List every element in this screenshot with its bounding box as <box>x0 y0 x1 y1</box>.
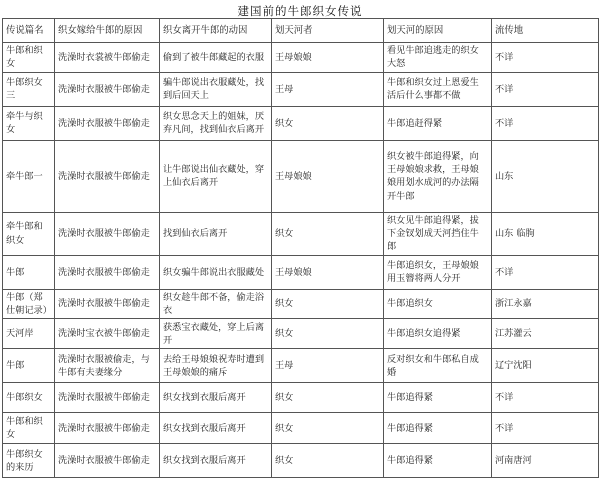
table-cell: 洗澡时衣服被牛郎偷走 <box>55 72 160 106</box>
table-cell: 王母娘娘 <box>272 255 384 289</box>
table-cell: 牵牛郎和织女 <box>3 212 55 255</box>
table-cell: 山东 临朐 <box>492 212 599 255</box>
table-cell: 织女找到衣服后离开 <box>160 383 272 413</box>
table-cell: 洗澡时衣服被牛郎偷走 <box>55 106 160 140</box>
table-cell: 牛郎追赶得紧 <box>384 106 492 140</box>
table-cell: 不详 <box>492 106 599 140</box>
table-cell: 织女趁牛郎不备，偷走浴衣 <box>160 289 272 319</box>
table-cell: 去给王母娘娘祝寿时遭到王母娘娘的痛斥 <box>160 349 272 383</box>
table-cell: 牛郎追得紧 <box>384 383 492 413</box>
table-cell: 牛郎追得紧 <box>384 444 492 478</box>
table-cell: 王母娘娘 <box>272 43 384 73</box>
table-cell: 织女见牛郎追得紧，拔下金钗划成天河挡住牛郎 <box>384 212 492 255</box>
table-cell: 洗澡时衣服被牛郎偷走 <box>55 413 160 444</box>
table-row <box>3 349 599 383</box>
table-cell: 辽宁沈阳 <box>492 349 599 383</box>
table-cell: 不详 <box>492 72 599 106</box>
table-row <box>3 72 599 106</box>
table-cell: 洗澡时宝衣被牛郎偷走 <box>55 319 160 349</box>
table-cell: 洗澡时衣裳被牛郎偷走 <box>55 43 160 73</box>
table-cell: 骗牛郎说出衣服藏处，找到后回天上 <box>160 72 272 106</box>
header-cell: 划天河的原因 <box>384 19 492 43</box>
header-cell: 划天河者 <box>272 19 384 43</box>
table-cell: 王母 <box>272 349 384 383</box>
header-cell: 织女嫁给牛郎的原因 <box>55 19 160 43</box>
table-cell: 洗澡时衣服被牛郎偷走 <box>55 383 160 413</box>
table-cell: 织女思念天上的姐妹，厌弃凡间，找到仙衣后离开 <box>160 106 272 140</box>
table-cell: 织女找到衣服后离开 <box>160 444 272 478</box>
table-cell: 牛郎追织女 <box>384 289 492 319</box>
table-cell: 牛郎（郑仕朝记录） <box>3 289 55 319</box>
table-cell: 牛郎织女的来历 <box>3 444 55 478</box>
table-cell: 织女找到衣服后离开 <box>160 413 272 444</box>
header-row <box>3 19 599 43</box>
table-cell: 织女被牛郎追得紧，向王母娘娘求救，王母娘娘用划水成河的办法隔开牛郎 <box>384 140 492 212</box>
table-cell: 让牛郎说出仙衣藏处，穿上仙衣后离开 <box>160 140 272 212</box>
table-cell: 洗澡时衣服被牛郎偷走 <box>55 444 160 478</box>
table-cell: 找到仙衣后离开 <box>160 212 272 255</box>
table-row <box>3 319 599 349</box>
table-cell: 洗澡时衣服被牛郎偷走 <box>55 140 160 212</box>
table-cell: 织女 <box>272 319 384 349</box>
table-cell: 洗澡时衣服被牛郎偷走 <box>55 212 160 255</box>
table-cell: 不详 <box>492 255 599 289</box>
table-cell: 洗澡时衣服被偷走，与牛郎有夫妻缘分 <box>55 349 160 383</box>
table-row <box>3 140 599 212</box>
table-cell: 织女骗牛郎说出衣服藏处 <box>160 255 272 289</box>
table-cell: 获悉宝衣藏处，穿上后离开 <box>160 319 272 349</box>
table-cell: 不详 <box>492 43 599 73</box>
table-cell: 织女 <box>272 413 384 444</box>
table-cell: 牛郎追得紧 <box>384 413 492 444</box>
table-body <box>3 43 599 478</box>
table-cell: 浙江永嘉 <box>492 289 599 319</box>
table-cell: 反对织女和牛郎私自成婚 <box>384 349 492 383</box>
table-row <box>3 444 599 478</box>
table-cell: 江苏灌云 <box>492 319 599 349</box>
header-cell: 流传地 <box>492 19 599 43</box>
table-cell: 牛郎织女三 <box>3 72 55 106</box>
table-row <box>3 43 599 73</box>
table-cell: 牛郎追织女追得紧 <box>384 319 492 349</box>
table-cell: 牛郎和织女过上恩爱生活后什么事都不做 <box>384 72 492 106</box>
table-cell: 牛郎和织女 <box>3 413 55 444</box>
table-cell: 不详 <box>492 383 599 413</box>
table-cell: 织女 <box>272 212 384 255</box>
table-row <box>3 383 599 413</box>
table-cell: 王母 <box>272 72 384 106</box>
table-cell: 牛郎追织女，王母娘娘用玉簪将两人分开 <box>384 255 492 289</box>
table-cell: 山东 <box>492 140 599 212</box>
table-cell: 织女 <box>272 289 384 319</box>
document-title: 建国前的牛郎织女传说 <box>237 4 363 18</box>
table-cell: 牵牛与织女 <box>3 106 55 140</box>
table-row <box>3 106 599 140</box>
header-cell: 织女离开牛郎的动因 <box>160 19 272 43</box>
table-row <box>3 212 599 255</box>
table-cell: 牵牛郎一 <box>3 140 55 212</box>
table-cell: 不详 <box>492 413 599 444</box>
table-cell: 织女 <box>272 444 384 478</box>
table-cell: 王母娘娘 <box>272 140 384 212</box>
table-cell: 牛郎 <box>3 349 55 383</box>
table-cell: 偷到了被牛郎藏起的衣服 <box>160 43 272 73</box>
table-cell: 织女 <box>272 106 384 140</box>
legend-table <box>2 18 599 478</box>
table-cell: 洗澡时衣服被牛郎偷走 <box>55 289 160 319</box>
table-row <box>3 289 599 319</box>
header-cell: 传说篇名 <box>3 19 55 43</box>
table-cell: 看见牛郎追逃走的织女大怒 <box>384 43 492 73</box>
table-cell: 牛郎 <box>3 255 55 289</box>
table-cell: 洗澡时衣服被牛郎偷走 <box>55 255 160 289</box>
table-cell: 天河岸 <box>3 319 55 349</box>
table-row <box>3 255 599 289</box>
table-cell: 牛郎和织女 <box>3 43 55 73</box>
table-cell: 河南唐河 <box>492 444 599 478</box>
table-cell: 织女 <box>272 383 384 413</box>
table-row <box>3 413 599 444</box>
table-cell: 牛郎织女 <box>3 383 55 413</box>
